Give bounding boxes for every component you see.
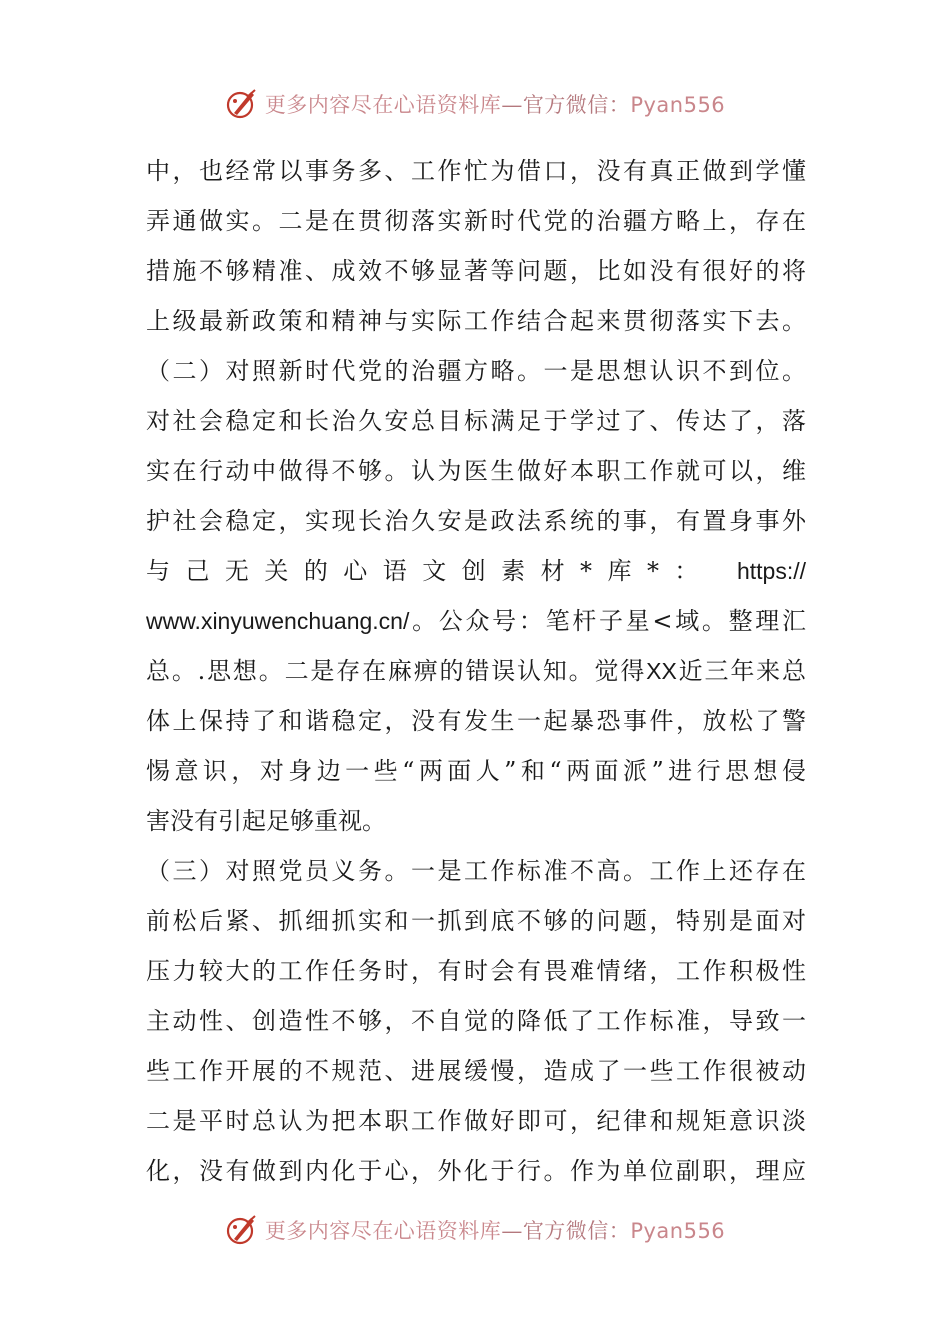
watermark-wechat-id: Pyan556	[630, 93, 726, 117]
text-segment: 近三年来总	[676, 657, 806, 685]
watermark-site: 更多内容尽在心语资料库	[264, 93, 502, 117]
text-line: 护社会稳定，实现长治久安是政法系统的事，有置身事外	[146, 507, 806, 535]
document-body	[146, 146, 806, 1196]
text-line: 主动性、创造性不够，不自觉的降低了工作标准，导致一	[146, 1007, 806, 1035]
header-watermark	[0, 82, 950, 126]
watermark-site: 更多内容尽在心语资料库	[264, 1219, 502, 1243]
watermark-wechat-label: 官方微信：	[522, 93, 631, 117]
text-line: 害没有引起足够重视。	[146, 807, 386, 835]
text-line	[146, 596, 806, 646]
text-line: 对社会稳定和长治久安总目标满足于学过了、传达了，落	[146, 407, 806, 435]
text-line: 上级最新政策和精神与实际工作结合起来贯彻落实下去。	[146, 307, 806, 335]
placeholder-xx: XX	[646, 658, 677, 684]
section-heading-line: （三）对照党员义务。一是工作标准不高。工作上还存在	[146, 857, 806, 885]
quill-pen-circle-icon	[225, 1213, 259, 1247]
watermark-text	[265, 1215, 725, 1245]
watermark-wechat-label: 官方微信：	[522, 1219, 631, 1243]
text-line: 前松后紧、抓细抓实和一抓到底不够的问题，特别是面对	[146, 907, 806, 935]
text-line: 中，也经常以事务多、工作忙为借口，没有真正做到学懂	[146, 157, 806, 185]
text-segment: 。公众号：笔杆子星<域。整理汇	[409, 607, 806, 635]
url-fragment: https://	[736, 558, 806, 584]
watermark-separator: —	[501, 1219, 523, 1243]
text-line: 二是平时总认为把本职工作做好即可，纪律和规矩意识淡	[146, 1107, 806, 1135]
text-line: 些工作开展的不规范、进展缓慢，造成了一些工作很被动	[146, 1057, 806, 1085]
watermark-separator: —	[501, 93, 523, 117]
watermark-wechat-id: Pyan556	[630, 1219, 726, 1243]
text-segment: 总。.思想。二是存在麻痹的错误认知。觉得	[146, 657, 647, 685]
section-heading-line: （二）对照新时代党的治疆方略。一是思想认识不到位。	[146, 357, 806, 385]
watermark-text	[265, 89, 725, 119]
url-text: www.xinyuwenchuang.cn/	[146, 608, 410, 634]
text-line: 弄通做实。二是在贯彻落实新时代党的治疆方略上，存在	[146, 207, 806, 235]
footer-watermark	[0, 1208, 950, 1252]
text-line: 措施不够精准、成效不够显著等问题，比如没有很好的将	[146, 257, 806, 285]
text-line: 化，没有做到内化于心，外化于行。作为单位副职，理应	[146, 1157, 806, 1185]
text-line: 惕意识，对身边一些“两面人”和“两面派”进行思想侵	[146, 757, 806, 785]
text-segment: 与己无关的心语文创素材*库*：	[146, 557, 714, 585]
text-line: 压力较大的工作任务时，有时会有畏难情绪，工作积极性	[146, 957, 806, 985]
text-line: 体上保持了和谐稳定，没有发生一起暴恐事件，放松了警	[146, 707, 806, 735]
text-line: 实在行动中做得不够。认为医生做好本职工作就可以，维	[146, 457, 806, 485]
quill-pen-circle-icon	[225, 87, 259, 121]
text-line	[146, 546, 806, 596]
text-line	[146, 646, 806, 696]
